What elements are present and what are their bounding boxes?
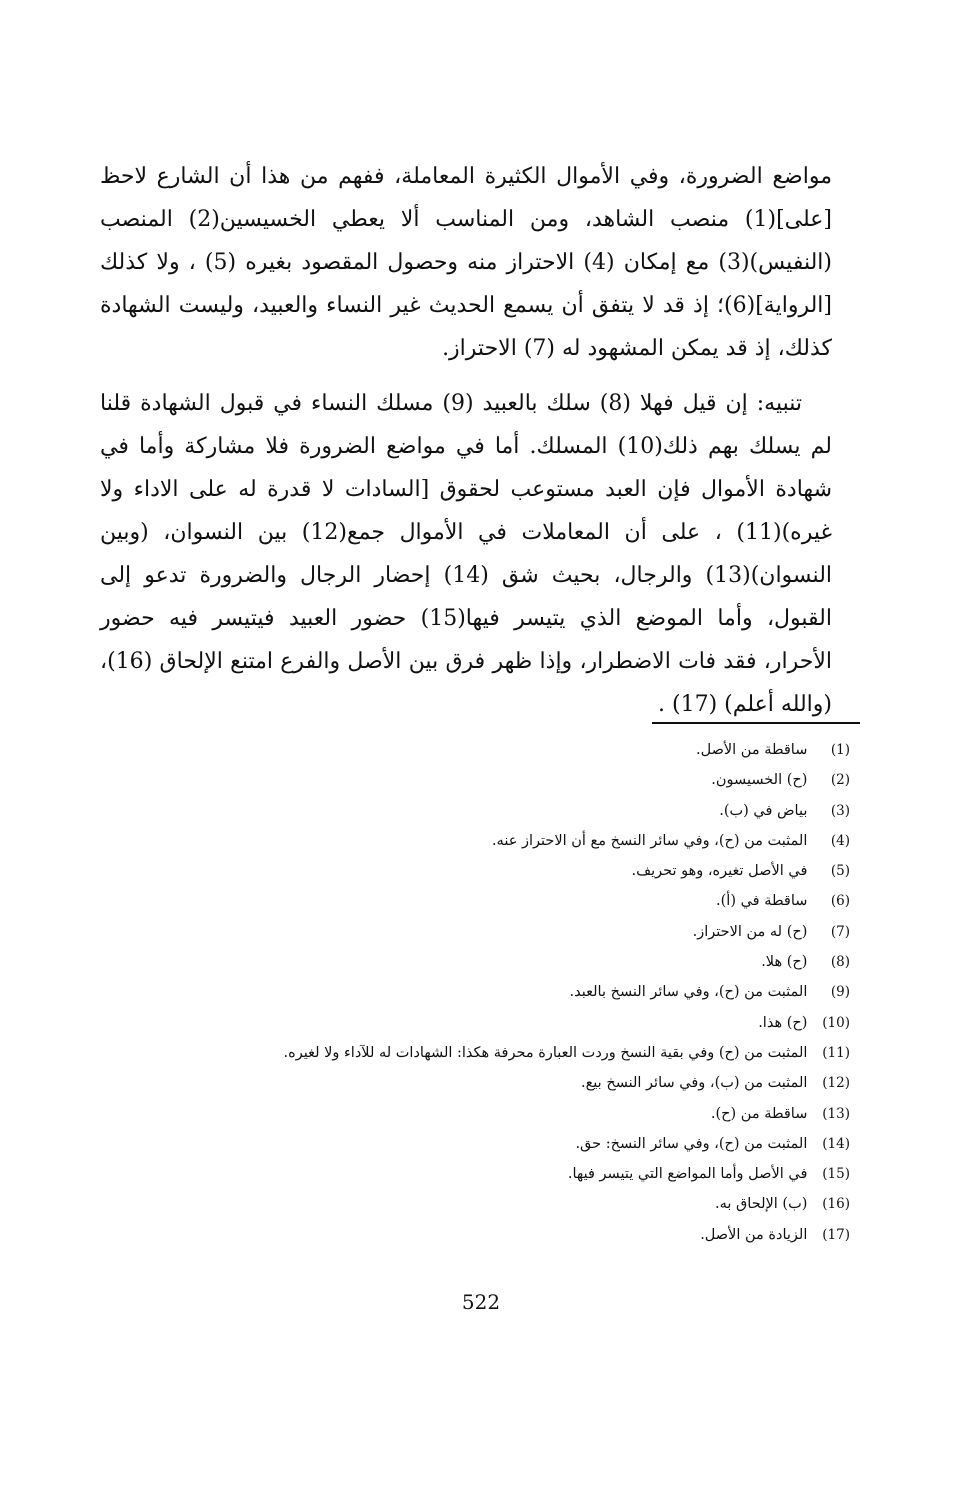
- footnote-number: (5): [830, 863, 850, 880]
- footnote-text: (ح) هلا.: [761, 954, 808, 971]
- page-number: 522: [461, 1290, 501, 1314]
- footnote-number: (8): [830, 954, 850, 971]
- footnote-text: ساقطة من (ح).: [710, 1105, 808, 1122]
- footnote-text: (ح) الخسيسون.: [711, 772, 808, 789]
- footnote-text: (ح) هذا.: [758, 1014, 808, 1031]
- footnote-1: [120, 735, 850, 765]
- footnote-number: (17): [822, 1226, 850, 1243]
- footnote-number: (15): [822, 1166, 850, 1183]
- footnote-number: (7): [830, 923, 850, 940]
- paragraph-1: مواضع الضرورة، وفي الأموال الكثيرة المعاملة، ففهم من هذا أن الشارع لاحظ [على](1) منصب الشاهد، ومن المناسب ألا يعطي الخسيسين(2) المنصب (النفيس)(3) مع إمكان (4) الاحتراز منه وحصول المقصود بغيره (5) ، ولا كذلك [الرواية](6)؛ إذ قد لا يتفق أن يسمع الحديث غير النساء والعبيد، وليست الشهادة كذلك، إذ قد يمكن المشهود له (7) الاحتراز.: [100, 164, 832, 361]
- footnote-number: (9): [830, 984, 850, 1001]
- footnote-text: المثبت من (ح)، وفي سائر النسخ مع أن الاحتراز عنه.: [491, 832, 808, 849]
- footnote-number: (16): [822, 1196, 850, 1213]
- footnote-number: (13): [822, 1105, 850, 1122]
- footnote-17: [120, 1220, 850, 1250]
- footnotes-list: [120, 735, 850, 1250]
- footnote-number: (6): [830, 893, 850, 910]
- footnote-text: ساقطة في (أ).: [716, 893, 808, 910]
- footnote-separator: [652, 722, 860, 724]
- footnote-9: [120, 977, 850, 1007]
- footnote-3: [120, 796, 850, 826]
- footnote-text: الزيادة من الأصل.: [700, 1226, 808, 1243]
- footnote-text: في الأصل وأما المواضع التي يتيسر فيها.: [567, 1166, 808, 1183]
- footnote-5: [120, 856, 850, 886]
- footnote-4: [120, 826, 850, 856]
- footnote-14: [120, 1129, 850, 1159]
- footnote-text: المثبت من (ح)، وفي سائر النسخ: حق.: [575, 1135, 808, 1152]
- footnote-number: (3): [830, 802, 850, 819]
- footnote-15: [120, 1159, 850, 1189]
- footnote-12: [120, 1068, 850, 1098]
- footnote-number: (12): [822, 1075, 850, 1092]
- footnote-text: المثبت من (ح)، وفي سائر النسخ بالعبد.: [569, 984, 808, 1001]
- footnote-6: [120, 886, 850, 916]
- footnote-number: (2): [830, 772, 850, 789]
- footnote-text: بياض في (ب).: [719, 802, 808, 819]
- footnote-8: [120, 947, 850, 977]
- footnote-2: [120, 765, 850, 795]
- footnote-text: ساقطة من الأصل.: [695, 742, 808, 758]
- footnote-10: [120, 1008, 850, 1038]
- paragraph-2: تنبيه: إن قيل فهلا (8) سلك بالعبيد (9) مسلك النساء في قبول الشهادة قلنا لم يسلك بهم ذلك(10) المسلك. أما في مواضع الضرورة فلا مشاركة وأما في شهادة الأموال فإن العبد مستوعب لحقوق [السادات لا قدرة له على الاداء ولا غيره)(11) ، على أن المعاملات في الأموال جمع(12) بين النسوان، (وبين النسوان)(13) والرجال، بحيث شق (14) إحضار الرجال والضرورة تدعو إلى القبول، وأما الموضع الذي يتيسر فيها(15) حضور العبيد فيتيسر فيه حضور الأحرار، فقد فات الاضطرار، وإذا ظهر فرق بين الأصل والفرع امتنع الإلحاق (16)، (والله أعلم) (17) .: [100, 391, 833, 717]
- footnote-number: (1): [830, 742, 850, 758]
- footnote-text: المثبت من (ب)، وفي سائر النسخ بيع.: [580, 1075, 808, 1092]
- footnote-number: (10): [822, 1014, 850, 1031]
- footnote-text: (ح) له من الاحتراز.: [692, 923, 808, 940]
- footnote-number: (4): [830, 832, 850, 849]
- footnote-11: [120, 1038, 850, 1068]
- footnote-number: (14): [822, 1135, 850, 1152]
- footnote-text: في الأصل تغيره، وهو تحريف.: [631, 863, 808, 880]
- main-text: [100, 155, 832, 726]
- footnote-text: (ب) الإلحاق به.: [715, 1196, 808, 1213]
- footnote-number: (11): [822, 1044, 850, 1061]
- footnote-16: [120, 1189, 850, 1219]
- footnote-7: [120, 917, 850, 947]
- footnote-13: [120, 1099, 850, 1129]
- footnote-text: المثبت من (ح) وفي بقية النسخ وردت العبارة محرفة هكذا: الشهادات له للآداء ولا لغيره.: [283, 1044, 808, 1061]
